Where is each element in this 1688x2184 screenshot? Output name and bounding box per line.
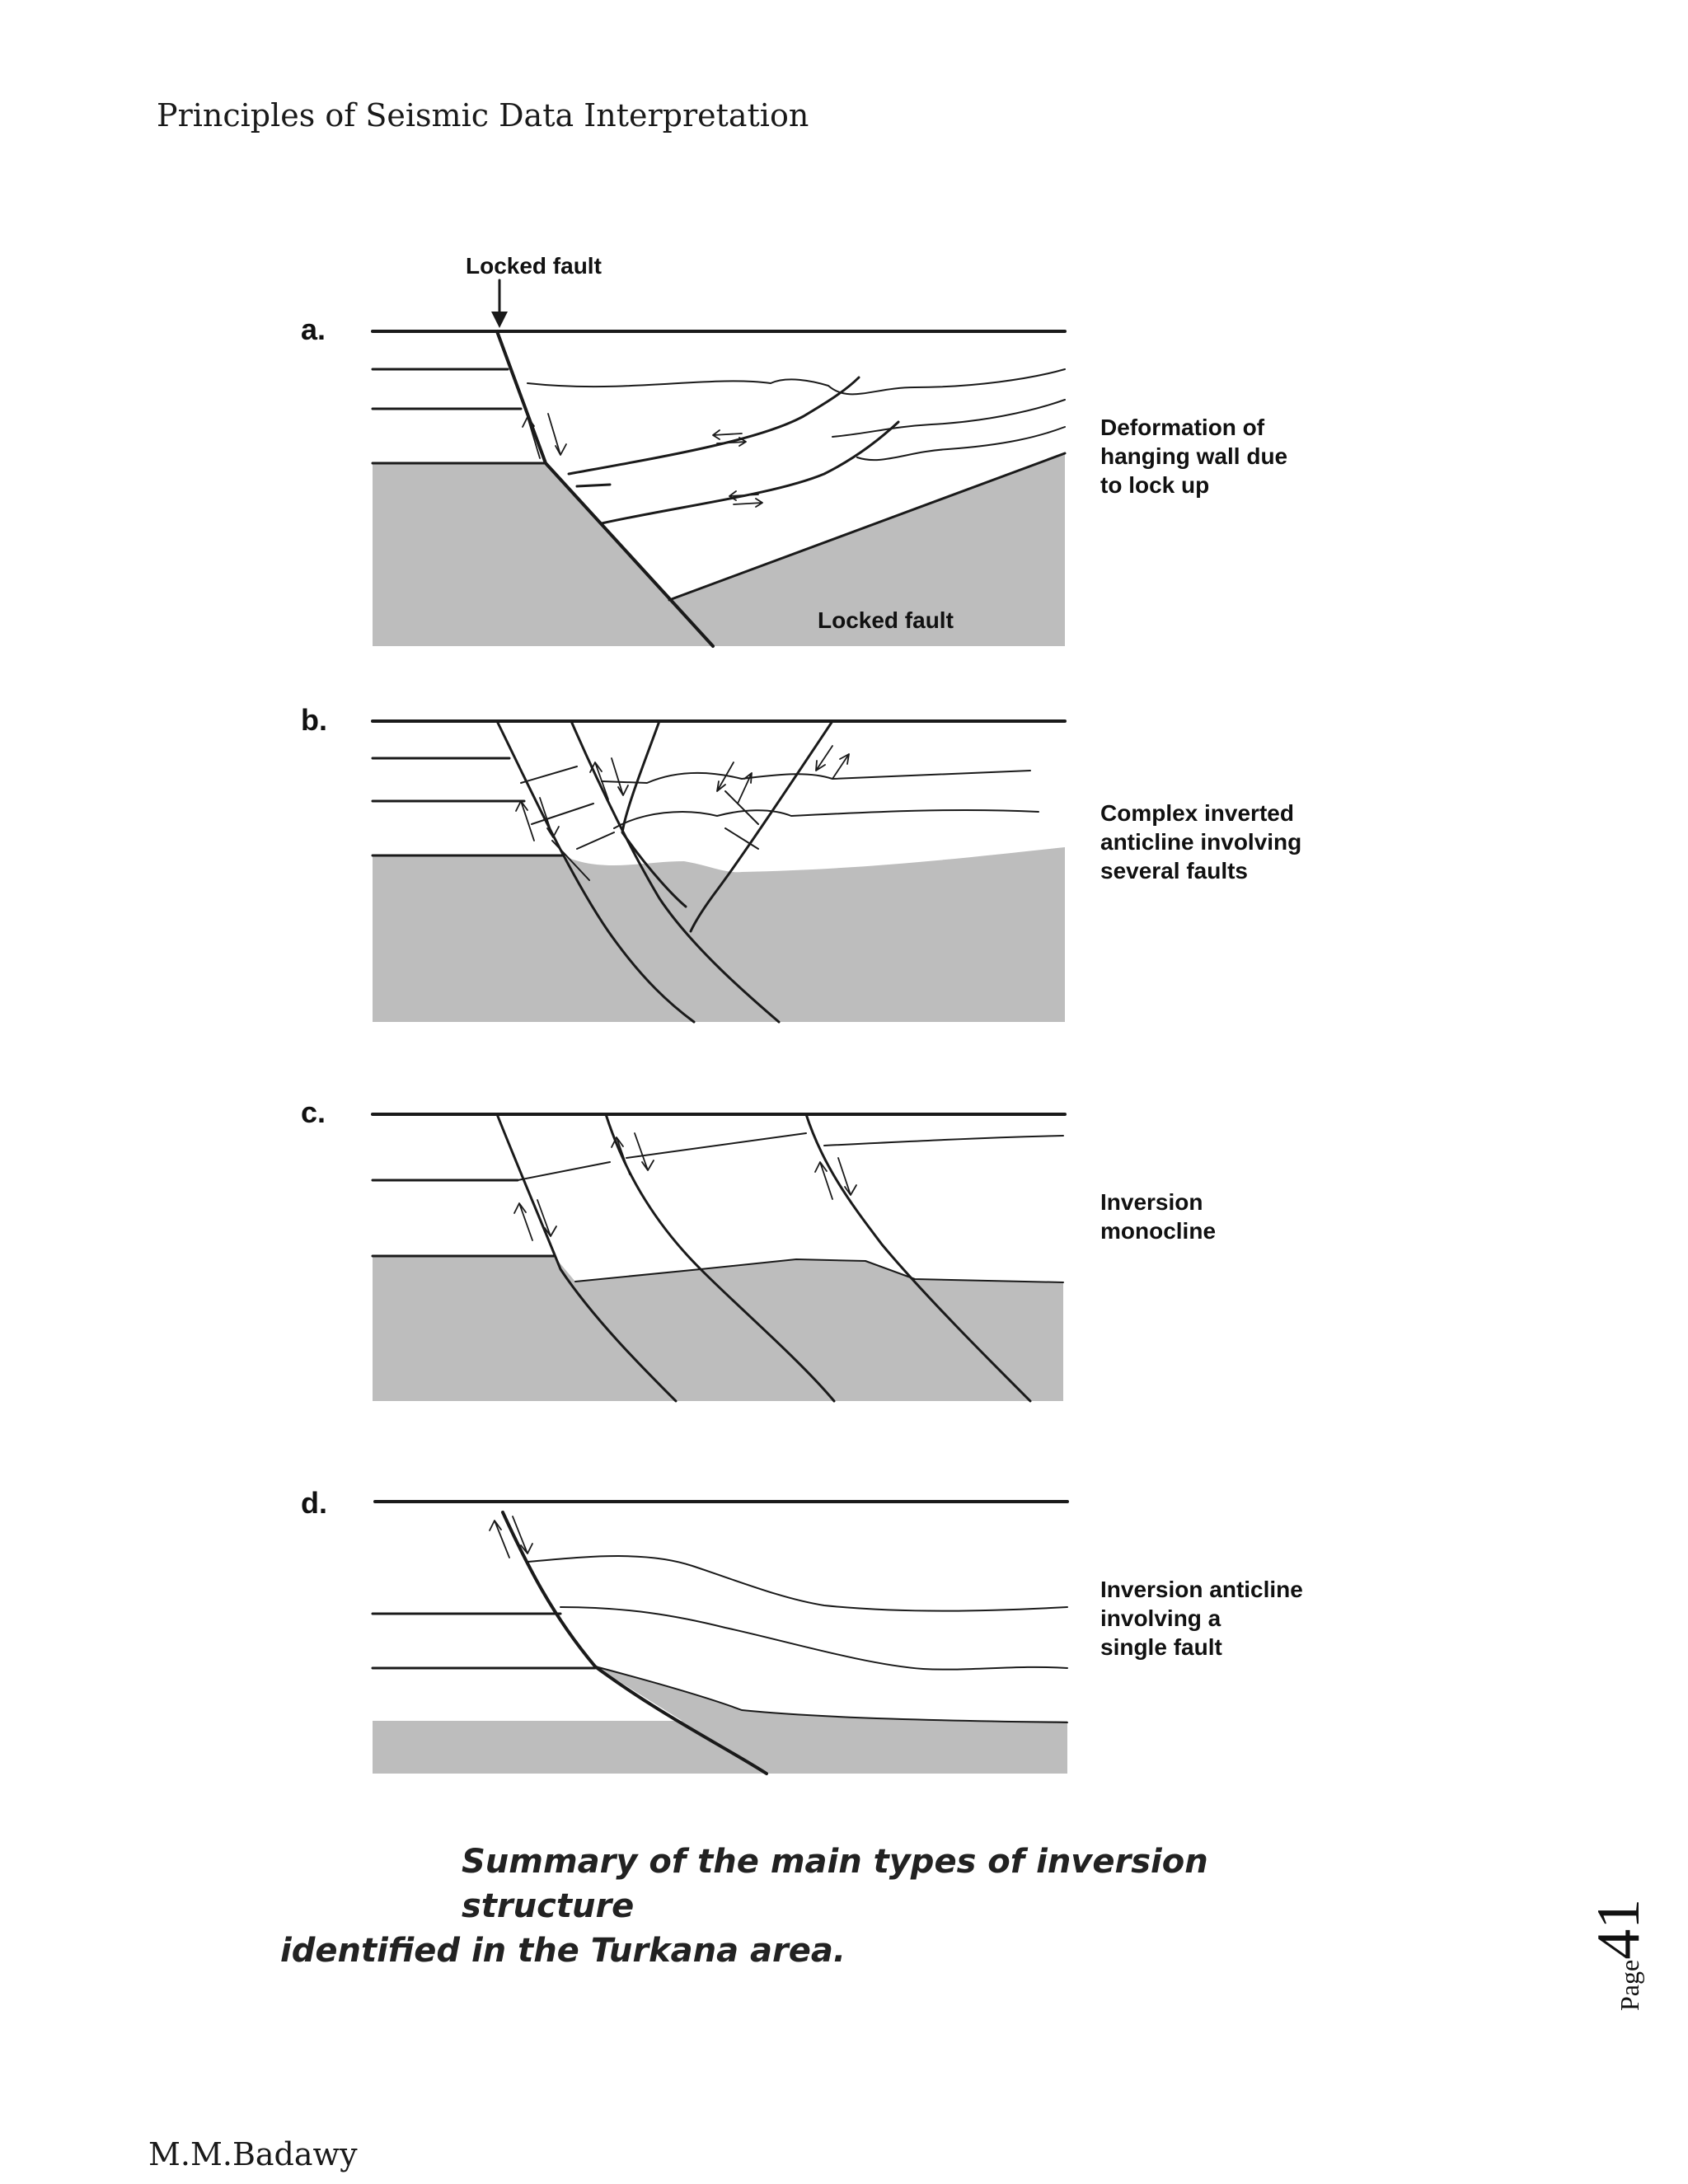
panel-c-description-line: Inversion xyxy=(1100,1189,1203,1215)
panel-d xyxy=(373,1502,1067,1774)
page-number-label: Page xyxy=(1615,1959,1644,2011)
panel-b-description-line: Complex inverted xyxy=(1100,800,1294,826)
panel-a-letter: a. xyxy=(301,312,326,346)
panel-b-slip-arrows xyxy=(516,746,849,841)
panel-d-description xyxy=(1100,1577,1303,1660)
panel-a xyxy=(373,280,1065,646)
panel-c-description xyxy=(1100,1189,1216,1244)
panel-d-horizon-2 xyxy=(560,1607,1067,1670)
panel-c-letter: c. xyxy=(301,1095,326,1129)
panel-b-horizon-2 xyxy=(532,804,1039,828)
panel-b-description xyxy=(1100,800,1301,883)
caption-line: Summary of the main types of inversion structure xyxy=(462,1843,1208,1925)
panel-d-description-line: single fault xyxy=(1100,1634,1222,1660)
panel-b-description-line: several faults xyxy=(1100,858,1248,883)
panel-d-horizon-1 xyxy=(528,1556,1067,1611)
panel-b-description-line: anticline involving xyxy=(1100,829,1302,855)
panel-b-letter: b. xyxy=(301,703,327,737)
panel-d-letter: d. xyxy=(301,1486,327,1520)
panel-b xyxy=(373,721,1065,1022)
page-number xyxy=(1584,1896,1653,2011)
panel-a-description-line: Deformation of xyxy=(1100,415,1265,440)
page-number-value: 41 xyxy=(1585,1898,1653,1960)
panel-a-hanging-horizon-1 xyxy=(528,369,1065,394)
panel-d-description-line: involving a xyxy=(1100,1605,1221,1631)
panel-d-slip-arrows xyxy=(490,1516,532,1558)
running-header: Principles of Seismic Data Interpretation xyxy=(157,97,809,134)
panel-a-description xyxy=(1100,415,1287,498)
panel-d-description-line: Inversion anticline xyxy=(1100,1577,1303,1602)
figure-caption xyxy=(280,1840,1352,1973)
panel-a-description-line: to lock up xyxy=(1100,472,1210,498)
panel-a-description-line: hanging wall due xyxy=(1100,443,1288,469)
running-footer: M.M.Badawy xyxy=(148,2136,358,2172)
caption-line: identified in the Turkana area. xyxy=(280,1932,846,1970)
panel-c-horizon-1 xyxy=(518,1133,1063,1180)
panel-a-thrust-1 xyxy=(569,377,859,474)
panel-a-basement xyxy=(373,463,713,646)
panel-b-basement xyxy=(373,847,1065,1022)
panel-a-inner-annotation: Locked fault xyxy=(818,607,954,633)
panel-a-top-annotation: Locked fault xyxy=(466,253,602,279)
panel-a-thrust-3 xyxy=(577,485,610,486)
panel-a-arrow-head xyxy=(491,312,508,328)
panel-c xyxy=(373,1114,1065,1401)
panel-c-description-line: monocline xyxy=(1100,1218,1217,1244)
panel-a-hanging-horizon-2 xyxy=(832,400,1065,437)
